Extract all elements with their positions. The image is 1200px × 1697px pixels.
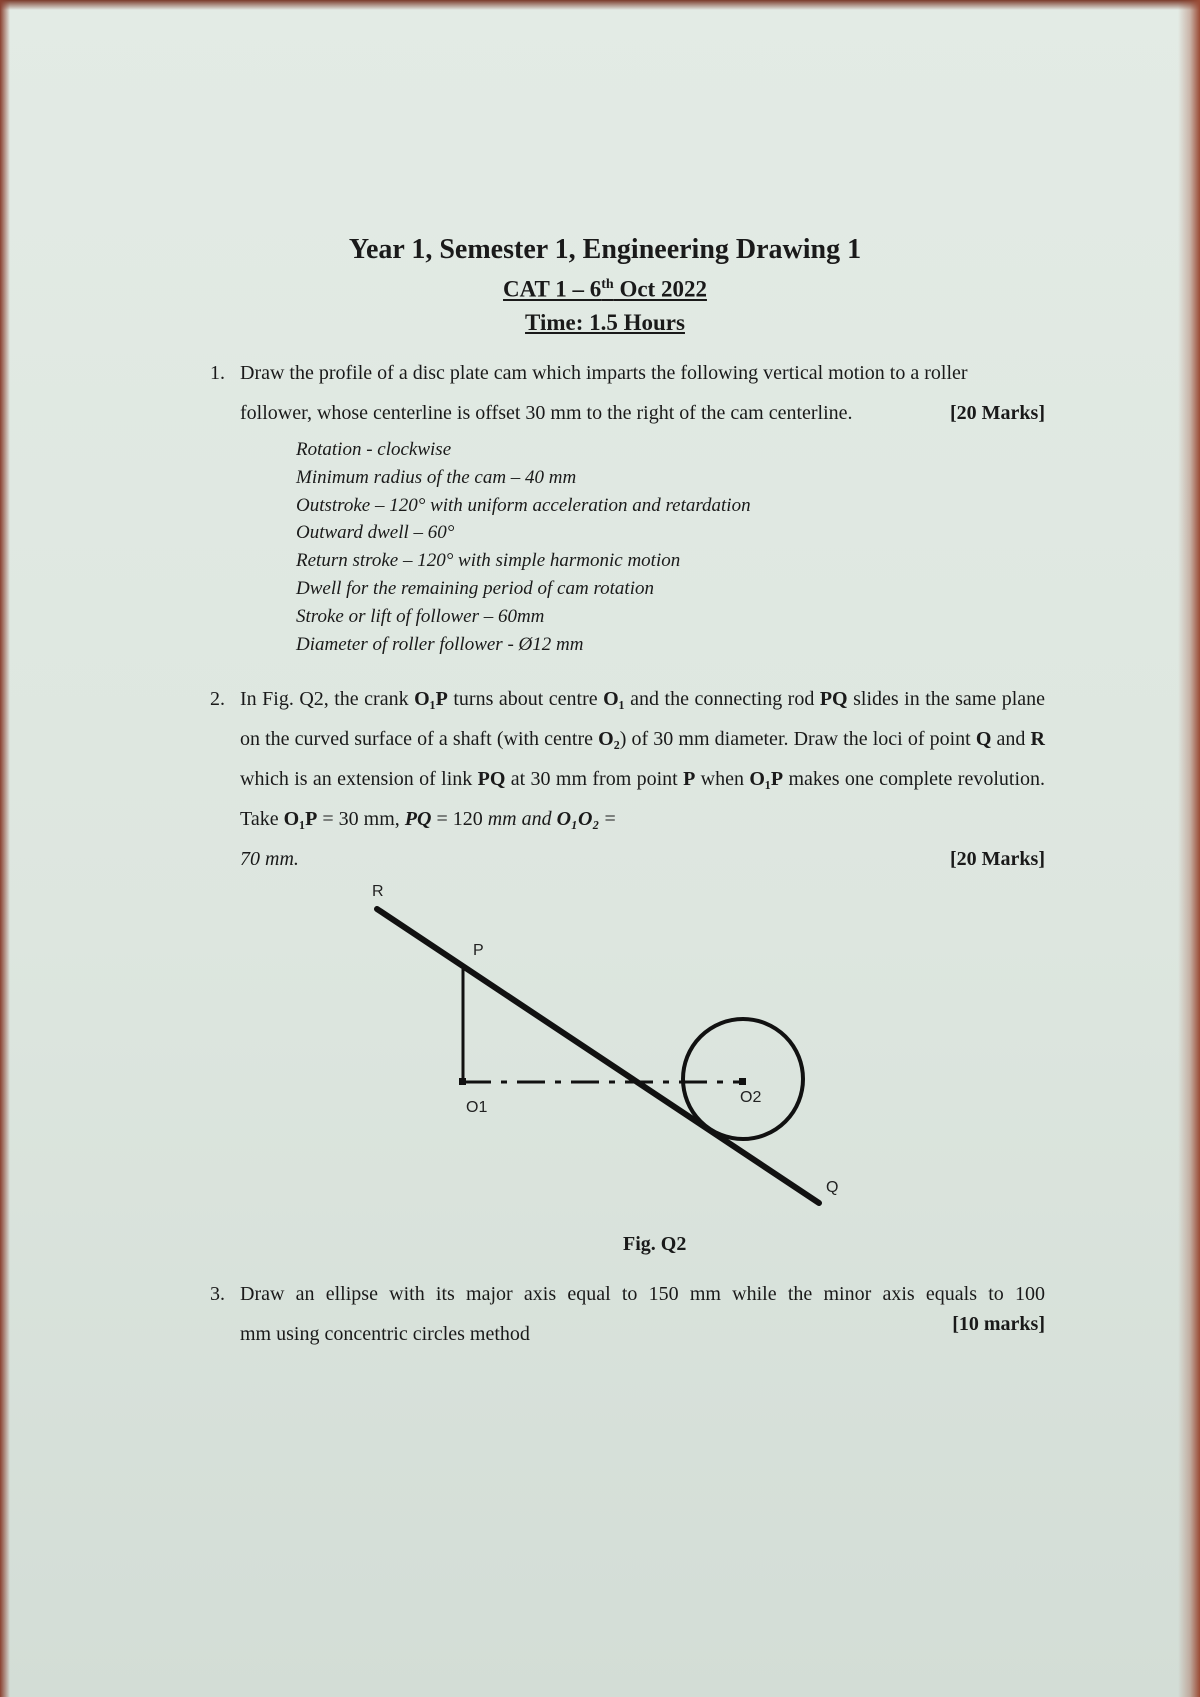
q2-text: and bbox=[991, 728, 1031, 750]
question-3-marks: [10 marks] bbox=[952, 1313, 1045, 1335]
q2-text: turns about centre bbox=[447, 688, 604, 710]
q2-text: ) of 30 mm diameter. Draw the loci of point bbox=[619, 728, 976, 750]
question-2-number: 2. bbox=[210, 688, 225, 710]
exam-time: Time: 1.5 Hours bbox=[525, 309, 685, 335]
spec-item: Rotation - clockwise bbox=[296, 439, 452, 460]
q2-term: O₁ bbox=[603, 688, 625, 710]
point-o1-marker bbox=[459, 1078, 466, 1085]
q2-term: O₁P bbox=[414, 688, 448, 710]
q2-term: R bbox=[1030, 728, 1045, 750]
spec-item: Minimum radius of the cam – 40 mm bbox=[296, 466, 577, 488]
question-3-number: 3. bbox=[210, 1283, 225, 1305]
rod-line-rq bbox=[377, 909, 819, 1203]
q2-term: O₁P bbox=[749, 768, 784, 790]
point-o2-marker bbox=[739, 1078, 746, 1085]
exam-title: Year 1, Semester 1, Engineering Drawing 1 bbox=[348, 234, 862, 265]
figure-caption: Fig. Q2 bbox=[623, 1233, 687, 1255]
q2-text: and the connecting rod bbox=[624, 688, 820, 710]
cat-prefix: CAT 1 – 6 bbox=[503, 276, 602, 302]
label-p: P bbox=[473, 942, 484, 959]
spec-item: Outstroke – 120° with uniform acceleration and retardation bbox=[296, 494, 751, 516]
q2-term: P bbox=[683, 768, 696, 790]
q2-text: slides in the same plane on the curved surface of a shaft (with centre bbox=[240, 688, 1046, 750]
question-1-line-2-text: follower, whose centerline is offset 30 mm to the right of the cam centerline. bbox=[240, 402, 853, 424]
question-3-line-1: Draw an ellipse with its major axis equal to 150 mm while the minor axis equals to 100 bbox=[240, 1283, 1045, 1305]
question-3-line-2-text: mm using concentric circles method bbox=[240, 1323, 530, 1345]
q2-term: Q bbox=[975, 728, 992, 750]
label-o1: O1 bbox=[466, 1099, 488, 1116]
question-1-number: 1. bbox=[210, 362, 225, 384]
question-1-line-1: Draw the profile of a disc plate cam which imparts the following vertical motion to a roller bbox=[240, 362, 968, 384]
q2-text: when bbox=[695, 768, 750, 790]
q2-math: PQ bbox=[404, 808, 432, 830]
q2-text: = 30 mm, bbox=[317, 808, 405, 830]
q2-text: = 120 bbox=[431, 808, 488, 830]
label-r: R bbox=[372, 883, 384, 900]
spec-item: Stroke or lift of follower – 60mm bbox=[296, 605, 545, 627]
spec-item: Outward dwell – 60° bbox=[296, 522, 455, 544]
question-2-last-text: 70 mm. bbox=[240, 848, 299, 870]
label-q: Q bbox=[826, 1179, 839, 1196]
q2-text: = bbox=[599, 808, 616, 830]
q2-term: O₂ bbox=[598, 728, 620, 750]
q2-text: makes one complete revolution. Take bbox=[240, 768, 1045, 830]
q2-text: which is an extension of link bbox=[240, 768, 478, 790]
q2-math: mm and bbox=[487, 808, 552, 830]
cat-suffix: Oct 2022 bbox=[613, 276, 707, 302]
question-1-marks: [20 Marks] bbox=[950, 402, 1045, 424]
cat-sup: th bbox=[601, 277, 614, 292]
q2-text: at 30 mm from point bbox=[505, 768, 684, 790]
q2-text: In Fig. Q2, the crank bbox=[240, 688, 415, 710]
q2-term: PQ bbox=[819, 688, 848, 710]
question-3-line-2 bbox=[240, 1314, 1045, 1354]
spec-item: Return stroke – 120° with simple harmonic motion bbox=[296, 550, 681, 572]
spec-item: Diameter of roller follower - Ø12 mm bbox=[296, 633, 584, 655]
spec-item: Dwell for the remaining period of cam rotation bbox=[296, 577, 654, 599]
label-o2: O2 bbox=[740, 1089, 762, 1106]
q2-term: PQ bbox=[477, 768, 506, 790]
question-2-marks: [20 Marks] bbox=[950, 848, 1045, 870]
q2-math: O₁O₂ bbox=[551, 808, 600, 830]
q2-term: O₁P bbox=[283, 808, 318, 830]
